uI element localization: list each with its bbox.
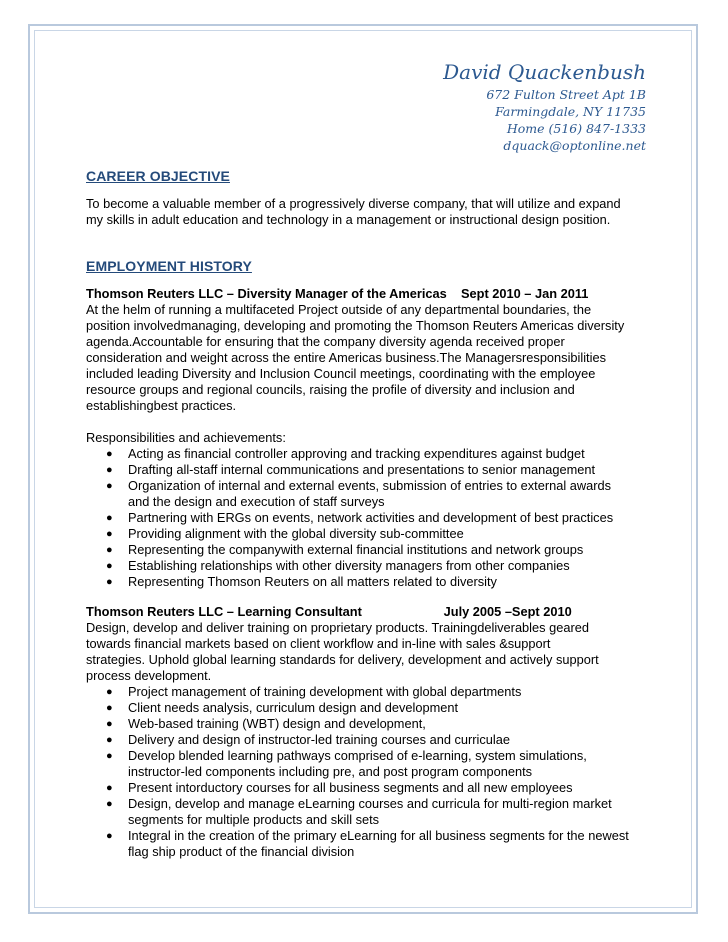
- job-2-desc-line: strategies. Uphold global learning standards for delivery, development and actively support: [86, 652, 599, 667]
- job-2: [86, 604, 646, 860]
- bullet-icon: ●: [106, 544, 113, 556]
- list-item: ● Delivery and design of instructor-led training courses and curriculae: [106, 732, 510, 747]
- bullet-icon: ●: [106, 830, 113, 842]
- job-2-desc-line: towards financial markets based on client workflow and in-line with sales &support: [86, 636, 551, 651]
- phone-number: Home (516) 847-1333: [506, 121, 646, 136]
- list-item: ● Develop blended learning pathways comprised of e-learning, system simulations, instructor-led components including pre, and post program components: [106, 748, 587, 779]
- email-address: dquack@optonline.net: [503, 138, 646, 153]
- list-item: ● Client needs analysis, curriculum design and development: [106, 700, 459, 715]
- job-1-desc-line: included leading Diversity and Inclusion Council meetings, coordinating with the employee: [86, 366, 596, 381]
- objective-line: To become a valuable member of a progressively diverse company, that will utilize and expand: [86, 196, 621, 211]
- job-1: [86, 286, 646, 590]
- job-1-desc-line: position involvedmanaging, developing and promoting the Thomson Reuters Americas diversity: [86, 318, 625, 333]
- bullet-icon: ●: [106, 464, 113, 476]
- bullet-icon: ●: [106, 576, 113, 588]
- job-2-heading: Thomson Reuters LLC – Learning Consultant July 2005 –Sept 2010: [86, 604, 572, 619]
- bullet-icon: ●: [106, 480, 113, 492]
- list-item: ● Organization of internal and external events, submission of entries to external awards and the design and execution of staff surveys: [106, 478, 611, 509]
- list-item: ● Providing alignment with the global diversity sub-committee: [106, 526, 464, 541]
- job-1-desc-line: resource groups and regional councils, raising the profile of diversity and inclusion and: [86, 382, 575, 397]
- job-1-desc-line: agenda.Accountable for ensuring that the company diversity agenda received proper: [86, 334, 565, 349]
- list-item: ● Integral in the creation of the primary eLearning for all business segments for the newest flag ship product of the financial division: [106, 828, 629, 859]
- bullet-icon: ●: [106, 734, 113, 746]
- bullet-icon: ●: [106, 718, 113, 730]
- job-1-bullet-list: [86, 446, 646, 590]
- responsibilities-label: Responsibilities and achievements:: [86, 430, 286, 445]
- address-line-2: Farmingdale, NY 11735: [495, 104, 646, 119]
- objective-title: CAREER OBJECTIVE: [86, 168, 230, 184]
- list-item: ● Partnering with ERGs on events, network activities and development of best practices: [106, 510, 614, 525]
- contact-header: [86, 58, 646, 154]
- list-item: ● Representing the companywith external financial institutions and network groups: [106, 542, 584, 557]
- bullet-icon: ●: [106, 702, 113, 714]
- bullet-icon: ●: [106, 512, 113, 524]
- applicant-name: David Quackenbush: [443, 60, 646, 84]
- job-2-bullet-list: [86, 684, 646, 860]
- job-1-desc-line: At the helm of running a multifaceted Project outside of any departmental boundaries, the: [86, 302, 592, 317]
- bullet-icon: ●: [106, 528, 113, 540]
- bullet-icon: ●: [106, 448, 113, 460]
- list-item: ● Design, develop and manage eLearning courses and curricula for multi-region market segments for multiple products and skill sets: [106, 796, 612, 827]
- list-item: ● Acting as financial controller approving and tracking expenditures against budget: [106, 446, 585, 461]
- job-1-heading: Thomson Reuters LLC – Diversity Manager of the Americas Sept 2010 – Jan 2011: [86, 286, 589, 301]
- list-item: ● Establishing relationships with other diversity managers from other companies: [106, 558, 570, 573]
- bullet-icon: ●: [106, 750, 113, 762]
- job-2-desc-line: Design, develop and deliver training on proprietary products. Trainingdeliverables geared: [86, 620, 589, 635]
- objective-text: [86, 196, 646, 228]
- job-1-desc-line: consideration and weight across the entire Americas business.The Managersresponsibilities: [86, 350, 606, 365]
- list-item: ● Web-based training (WBT) design and development,: [106, 716, 426, 731]
- resume-page: [86, 58, 646, 860]
- list-item: ● Present intorductory courses for all business segments and all new employees: [106, 780, 573, 795]
- address-line-1: 672 Fulton Street Apt 1B: [486, 87, 646, 102]
- list-item: ● Project management of training development with global departments: [106, 684, 522, 699]
- employment-title: EMPLOYMENT HISTORY: [86, 258, 252, 274]
- bullet-icon: ●: [106, 798, 113, 810]
- bullet-icon: ●: [106, 782, 113, 794]
- objective-line: my skills in adult education and technology in a management or instructional design position.: [86, 212, 611, 227]
- job-2-desc-line: process development.: [86, 668, 212, 683]
- bullet-icon: ●: [106, 560, 113, 572]
- list-item: ● Representing Thomson Reuters on all matters related to diversity: [106, 574, 497, 589]
- list-item: ● Drafting all-staff internal communications and presentations to senior management: [106, 462, 596, 477]
- bullet-icon: ●: [106, 686, 113, 698]
- job-1-desc-line: establishingbest practices.: [86, 398, 237, 413]
